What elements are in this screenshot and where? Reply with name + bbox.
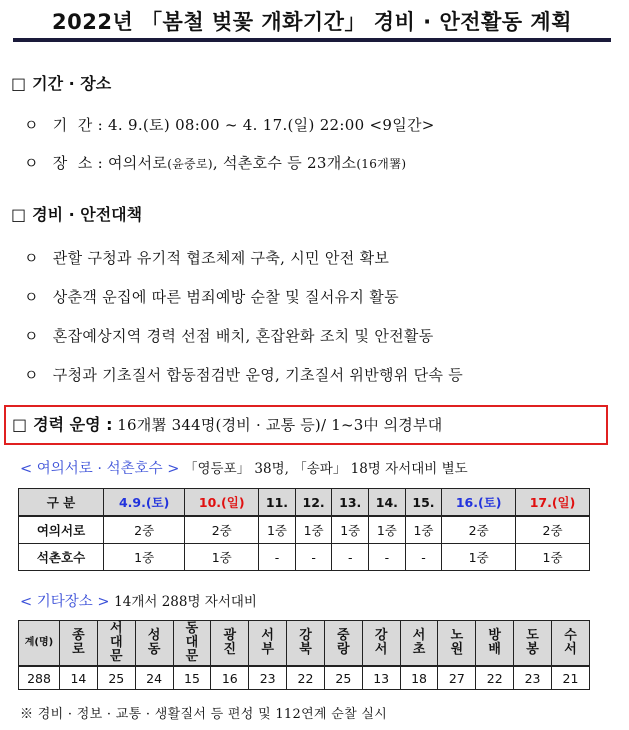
sub-note: 「영등포」 38명, 「송파」 18명 자서대비 별도 [184,461,468,477]
checkbox-glyph: □ [11,205,27,224]
measure-text: 상춘객 운집에 따른 범죄예방 순찰 및 질서유지 활동 [52,288,399,306]
table-header-cell [173,621,211,667]
table-cell: 27 [438,666,476,690]
table-cell: 2중 [516,516,590,544]
place-text: , 석촌호수 등 23개소 [212,154,357,172]
force-operation-box [4,405,608,445]
table-header-cell: 4.9.(토) [104,489,185,517]
station-name: 서 대 문 [109,621,123,664]
table-row [19,516,590,544]
table-header-cell: 13. [332,489,369,517]
table-header-cell: 15. [405,489,442,517]
table-header-cell: 구 분 [19,489,104,517]
table-cell: 24 [135,666,173,690]
table-cell: 2중 [185,516,259,544]
table-header-cell: 계(명) [19,621,60,667]
table-cell: 1중 [332,516,369,544]
table-row [19,666,590,690]
table-header-cell [97,621,135,667]
table-cell: 1중 [442,544,516,571]
measure-text: 혼잡예상지역 경력 선점 배치, 혼잡완화 조치 및 안전활동 [52,327,434,345]
table-cell: 14 [60,666,98,690]
sub-note: 14개서 288명 자서대비 [114,594,257,610]
table-cell: 1중 [405,516,442,544]
station-table [18,620,590,690]
table-header-cell [324,621,362,667]
station-name: 수 서 [564,628,577,657]
station-name: 중 랑 [337,628,350,657]
document-title: 2022년 「봄철 벚꽃 개화기간」 경비 · 안전활동 계획 [13,8,611,42]
table-header-cell: 12. [295,489,332,517]
table-cell: 18 [400,666,438,690]
sub-heading: < 여의서로 · 석촌호수 > [20,461,180,477]
measure-item [24,248,389,268]
section-heading: 경비 · 안전대책 [32,205,143,224]
footnote: ※ 경비 · 정보 · 교통 · 생활질서 등 편성 및 112연계 순찰 실시 [20,707,388,722]
table-header-cell [400,621,438,667]
station-name: 도 봉 [526,628,539,657]
force-text: 16개署 344명(경비 · 교통 등)/ 1~3中 의경부대 [117,416,443,434]
row-label: 석촌호수 [19,544,104,571]
station-name: 광 진 [223,628,237,657]
table-cell: - [259,544,296,571]
sub-heading: < 기타장소 > [20,594,110,610]
table-header-cell [211,621,249,667]
station-name: 방 배 [488,628,501,657]
table-header-cell [362,621,400,667]
station-name: 성 동 [147,628,161,657]
measure-item [24,326,434,346]
table-cell: - [369,544,406,571]
table-header-cell [60,621,98,667]
table-header-row [19,489,590,517]
table-header-cell: 11. [259,489,296,517]
schedule-table [18,488,590,571]
table-header-cell [551,621,589,667]
table-cell: - [295,544,332,571]
table-header-cell [249,621,287,667]
bullet: ㅇ [24,327,39,345]
place-text: (16개署) [356,157,407,171]
table-header-row [19,621,590,667]
table-cell: 15 [173,666,211,690]
table-cell: - [332,544,369,571]
measure-text: 구청과 기초질서 합동점검반 운영, 기초질서 위반행위 단속 등 [52,366,464,384]
checkbox-glyph: □ [12,415,28,434]
table-header-cell: 16.(토) [442,489,516,517]
station-name: 서 부 [261,628,274,657]
period-label: 기 간 : [52,116,103,134]
table-header-cell: 14. [369,489,406,517]
station-name: 노 원 [450,628,464,657]
measure-text: 관할 구청과 유기적 협조체제 구축, 시민 안전 확보 [52,249,390,267]
station-name: 동 대 문 [185,621,199,664]
table-cell: 25 [97,666,135,690]
table-cell: 2중 [442,516,516,544]
table-cell: 1중 [185,544,259,571]
table-cell: - [405,544,442,571]
table-cell: 1중 [369,516,406,544]
table-cell: 1중 [516,544,590,571]
station-name: 강 북 [299,628,312,657]
other-places-subheading [20,593,257,611]
table-cell: 21 [551,666,589,690]
place-text: 여의서로 [108,154,168,172]
table-cell: 16 [211,666,249,690]
section-period-place [11,74,111,94]
table-cell: 25 [324,666,362,690]
table-header-cell: 17.(일) [516,489,590,517]
place-line [24,153,406,174]
table-cell: 23 [514,666,552,690]
table-header-cell [135,621,173,667]
bullet: ㅇ [24,249,39,267]
section-measures [11,205,142,225]
table-header-cell [438,621,476,667]
station-name: 강 서 [374,628,388,657]
force-label: 경력 운영 : [33,415,113,434]
table-cell: 1중 [295,516,332,544]
measure-item [24,365,463,385]
period-text: 4. 9.(토) 08:00 ~ 4. 17.(일) 22:00 <9일간> [108,116,435,134]
station-name: 서 초 [412,628,426,657]
table-cell: 22 [476,666,514,690]
section-heading: 기간 · 장소 [32,74,112,93]
checkbox-glyph: □ [11,74,27,93]
table-header-cell [287,621,325,667]
table-row [19,544,590,571]
station-name: 종 로 [72,628,85,657]
table-header-cell: 10.(일) [185,489,259,517]
place-text: (윤중로) [167,157,213,171]
table-cell: 288 [19,666,60,690]
table-header-cell [514,621,552,667]
period-line [24,115,435,135]
table-cell: 1중 [104,544,185,571]
table-cell: 1중 [259,516,296,544]
bullet: ㅇ [24,116,39,134]
measure-item [24,287,399,307]
table-cell: 22 [287,666,325,690]
table-cell: 23 [249,666,287,690]
row-label: 여의서로 [19,516,104,544]
bullet: ㅇ [24,288,39,306]
table-cell: 13 [362,666,400,690]
bullet: ㅇ [24,366,39,384]
place-label: 장 소 : [52,154,103,172]
yeouiseoro-seokchon-subheading [20,460,468,478]
bullet: ㅇ [24,154,39,172]
table-cell: 2중 [104,516,185,544]
table-header-cell [476,621,514,667]
